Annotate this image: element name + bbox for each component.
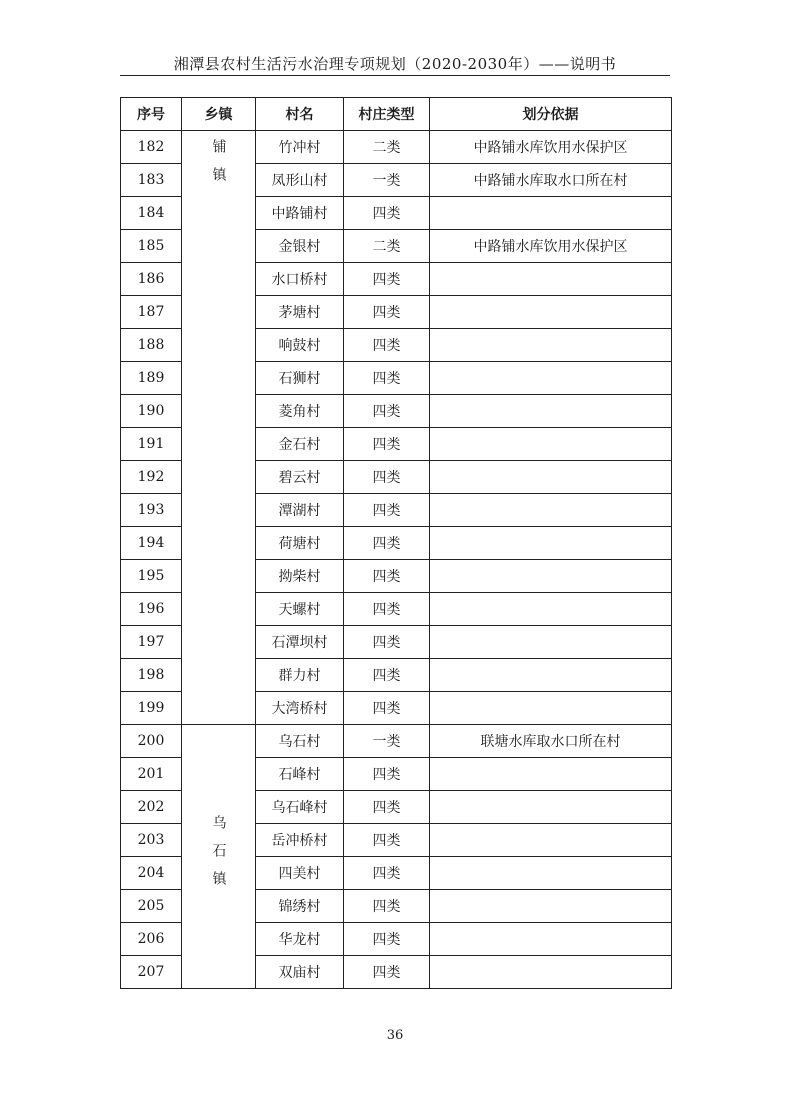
- table-body: [121, 131, 672, 989]
- village-type-cell: 四类: [344, 824, 430, 857]
- table-header: [121, 98, 672, 131]
- column-header-village-type: 村庄类型: [344, 98, 430, 131]
- basis-cell: [430, 461, 672, 494]
- basis-cell: [430, 197, 672, 230]
- basis-cell: [430, 626, 672, 659]
- town-cell: [182, 725, 256, 989]
- serial-number-cell: 186: [121, 263, 182, 296]
- basis-cell: [430, 758, 672, 791]
- town-name: 乌石镇: [210, 815, 227, 899]
- village-type-cell: 四类: [344, 527, 430, 560]
- village-type-cell: 四类: [344, 197, 430, 230]
- village-name-cell: 响鼓村: [256, 329, 344, 362]
- basis-cell: 中路铺水库饮用水保护区: [430, 230, 672, 263]
- table-row: [121, 131, 672, 164]
- village-type-cell: 四类: [344, 923, 430, 956]
- village-type-cell: 四类: [344, 626, 430, 659]
- serial-number-cell: 200: [121, 725, 182, 758]
- village-name-cell: 凤形山村: [256, 164, 344, 197]
- village-type-cell: 一类: [344, 164, 430, 197]
- village-name-cell: 石峰村: [256, 758, 344, 791]
- basis-cell: [430, 560, 672, 593]
- village-type-cell: 四类: [344, 956, 430, 989]
- serial-number-cell: 183: [121, 164, 182, 197]
- village-type-cell: 四类: [344, 461, 430, 494]
- basis-cell: [430, 890, 672, 923]
- serial-number-cell: 204: [121, 857, 182, 890]
- village-name-cell: 大湾桥村: [256, 692, 344, 725]
- village-name-cell: 荷塘村: [256, 527, 344, 560]
- town-cell: [182, 131, 256, 725]
- village-name-cell: 金石村: [256, 428, 344, 461]
- basis-cell: 联塘水库取水口所在村: [430, 725, 672, 758]
- serial-number-cell: 196: [121, 593, 182, 626]
- village-type-cell: 四类: [344, 890, 430, 923]
- serial-number-cell: 201: [121, 758, 182, 791]
- village-name-cell: 岳冲桥村: [256, 824, 344, 857]
- serial-number-cell: 187: [121, 296, 182, 329]
- basis-cell: [430, 362, 672, 395]
- village-type-cell: 四类: [344, 659, 430, 692]
- village-type-cell: 四类: [344, 296, 430, 329]
- serial-number-cell: 192: [121, 461, 182, 494]
- basis-cell: [430, 527, 672, 560]
- serial-number-cell: 206: [121, 923, 182, 956]
- basis-cell: [430, 857, 672, 890]
- village-type-cell: 二类: [344, 230, 430, 263]
- basis-cell: [430, 296, 672, 329]
- basis-cell: [430, 494, 672, 527]
- village-type-cell: 四类: [344, 395, 430, 428]
- village-type-cell: 四类: [344, 263, 430, 296]
- serial-number-cell: 188: [121, 329, 182, 362]
- serial-number-cell: 193: [121, 494, 182, 527]
- village-name-cell: 锦绣村: [256, 890, 344, 923]
- serial-number-cell: 194: [121, 527, 182, 560]
- basis-cell: [430, 659, 672, 692]
- basis-cell: [430, 824, 672, 857]
- serial-number-cell: 182: [121, 131, 182, 164]
- serial-number-cell: 203: [121, 824, 182, 857]
- village-name-cell: 天螺村: [256, 593, 344, 626]
- village-type-cell: 四类: [344, 791, 430, 824]
- village-type-cell: 二类: [344, 131, 430, 164]
- page-number: 36: [386, 1028, 404, 1043]
- village-name-cell: 华龙村: [256, 923, 344, 956]
- village-type-cell: 四类: [344, 428, 430, 461]
- village-type-cell: 四类: [344, 857, 430, 890]
- village-name-cell: 中路铺村: [256, 197, 344, 230]
- basis-cell: [430, 593, 672, 626]
- village-name-cell: 茅塘村: [256, 296, 344, 329]
- basis-cell: [430, 263, 672, 296]
- village-name-cell: 水口桥村: [256, 263, 344, 296]
- village-type-cell: 四类: [344, 329, 430, 362]
- village-name-cell: 乌石峰村: [256, 791, 344, 824]
- village-name-cell: 拗柴村: [256, 560, 344, 593]
- village-type-cell: 一类: [344, 725, 430, 758]
- serial-number-cell: 202: [121, 791, 182, 824]
- serial-number-cell: 185: [121, 230, 182, 263]
- village-type-cell: 四类: [344, 593, 430, 626]
- village-name-cell: 双庙村: [256, 956, 344, 989]
- village-name-cell: 金银村: [256, 230, 344, 263]
- village-name-cell: 石狮村: [256, 362, 344, 395]
- serial-number-cell: 190: [121, 395, 182, 428]
- village-name-cell: 石潭坝村: [256, 626, 344, 659]
- village-name-cell: 乌石村: [256, 725, 344, 758]
- column-header-town: 乡镇: [182, 98, 256, 131]
- header-divider: [120, 75, 670, 76]
- village-classification-table: [120, 97, 672, 989]
- village-type-cell: 四类: [344, 692, 430, 725]
- serial-number-cell: 199: [121, 692, 182, 725]
- village-name-cell: 群力村: [256, 659, 344, 692]
- basis-cell: 中路铺水库取水口所在村: [430, 164, 672, 197]
- village-name-cell: 竹冲村: [256, 131, 344, 164]
- serial-number-cell: 197: [121, 626, 182, 659]
- serial-number-cell: 195: [121, 560, 182, 593]
- serial-number-cell: 189: [121, 362, 182, 395]
- village-name-cell: 碧云村: [256, 461, 344, 494]
- serial-number-cell: 205: [121, 890, 182, 923]
- village-type-cell: 四类: [344, 494, 430, 527]
- village-name-cell: 潭湖村: [256, 494, 344, 527]
- serial-number-cell: 198: [121, 659, 182, 692]
- basis-cell: [430, 692, 672, 725]
- village-type-cell: 四类: [344, 560, 430, 593]
- document-header-title: 湘潭县农村生活污水治理专项规划（2020-2030年）——说明书: [173, 55, 617, 73]
- column-header-village: 村名: [256, 98, 344, 131]
- basis-cell: 中路铺水库饮用水保护区: [430, 131, 672, 164]
- table-header-row: [121, 98, 672, 131]
- basis-cell: [430, 923, 672, 956]
- village-type-cell: 四类: [344, 758, 430, 791]
- basis-cell: [430, 791, 672, 824]
- basis-cell: [430, 428, 672, 461]
- town-name: 铺镇: [210, 139, 227, 195]
- column-header-serial: 序号: [121, 98, 182, 131]
- village-type-cell: 四类: [344, 362, 430, 395]
- basis-cell: [430, 329, 672, 362]
- serial-number-cell: 191: [121, 428, 182, 461]
- village-name-cell: 四美村: [256, 857, 344, 890]
- column-header-basis: 划分依据: [430, 98, 672, 131]
- village-name-cell: 菱角村: [256, 395, 344, 428]
- serial-number-cell: 184: [121, 197, 182, 230]
- basis-cell: [430, 395, 672, 428]
- serial-number-cell: 207: [121, 956, 182, 989]
- table-row: [121, 725, 672, 758]
- basis-cell: [430, 956, 672, 989]
